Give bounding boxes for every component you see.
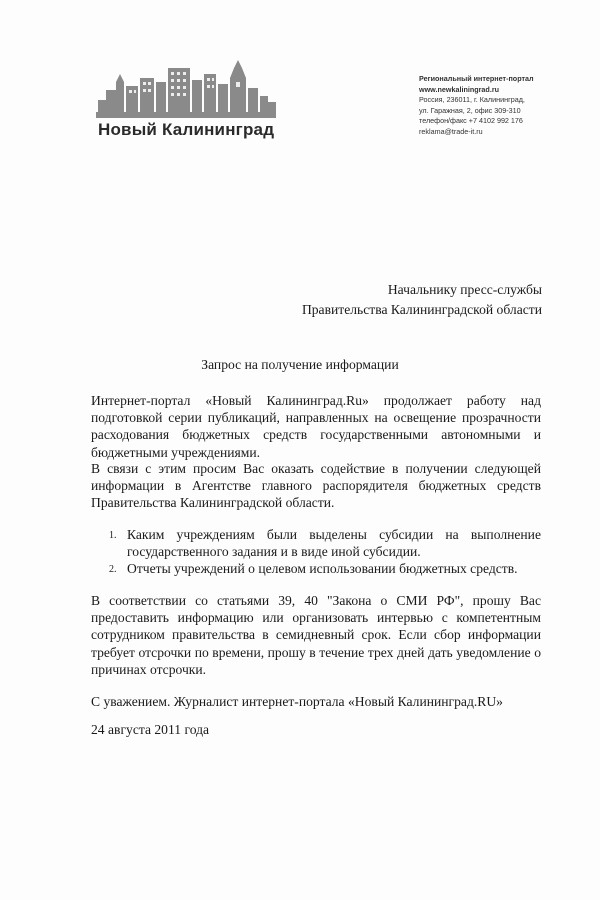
contact-info (419, 74, 534, 137)
contact-website: www.newkaliningrad.ru (419, 84, 500, 94)
list-item-text: Отчеты учреждений о целевом использовании бюджетных средств. (127, 561, 518, 577)
list-item-number: 1. (109, 530, 117, 541)
paragraph-request: В связи с этим просим Вас оказать содействие в получении следующей информации в Агентстве главного распорядителя бюджетных средств Правительства Калининградской области. (91, 461, 541, 511)
list-item (91, 560, 541, 577)
contact-phone: телефон/факс +7 4102 992 176 (419, 116, 523, 125)
addressee-position: Начальнику пресс-службы (387, 282, 542, 297)
paragraph-intro: Интернет-портал «Новый Калининград.Ru» продолжает работу над подготовкой серии публикаций, направленных на освещение прозрачности расходования бюджетных средств государственными автономными и бюджетными учреждениями. (91, 393, 541, 460)
contact-email: reklama@trade-it.ru (419, 126, 483, 136)
paragraph-legal: В соответствии со статьями 39, 40 "Закона о СМИ РФ", прошу Вас предоставить информацию или организовать интервью с компетентным сотрудником правительства в семидневный срок. Если сбор информации требует отсрочки по времени, прошу в течение трех дней дать уведомление о причинах отсрочки. (91, 593, 541, 677)
closing-signature: С уважением. Журналист интернет-портала «Новый Калининград.RU» (91, 694, 503, 709)
addressee-organization: Правительства Калининградской области (301, 302, 542, 317)
contact-portal-label: Региональный интернет-портал (419, 74, 534, 83)
list-item-text: Каким учреждениям были выделены субсидии на выполнение государственного задания и в виде иной субсидии. (127, 527, 541, 560)
request-list (91, 526, 541, 578)
addressee (302, 280, 542, 320)
list-item (91, 526, 541, 560)
city-skyline-logo-icon (96, 60, 276, 118)
brand-name: Новый Калининград (98, 120, 275, 139)
contact-address-street: ул. Гаражная, 2, офис 309-310 (419, 105, 521, 115)
contact-address-city: Россия, 236011, г. Калининград, (419, 95, 525, 104)
list-item-number: 2. (109, 564, 117, 576)
document-title: Запрос на получение информации (201, 357, 399, 372)
document-date: 24 августа 2011 года (91, 722, 210, 737)
logo (96, 60, 276, 140)
